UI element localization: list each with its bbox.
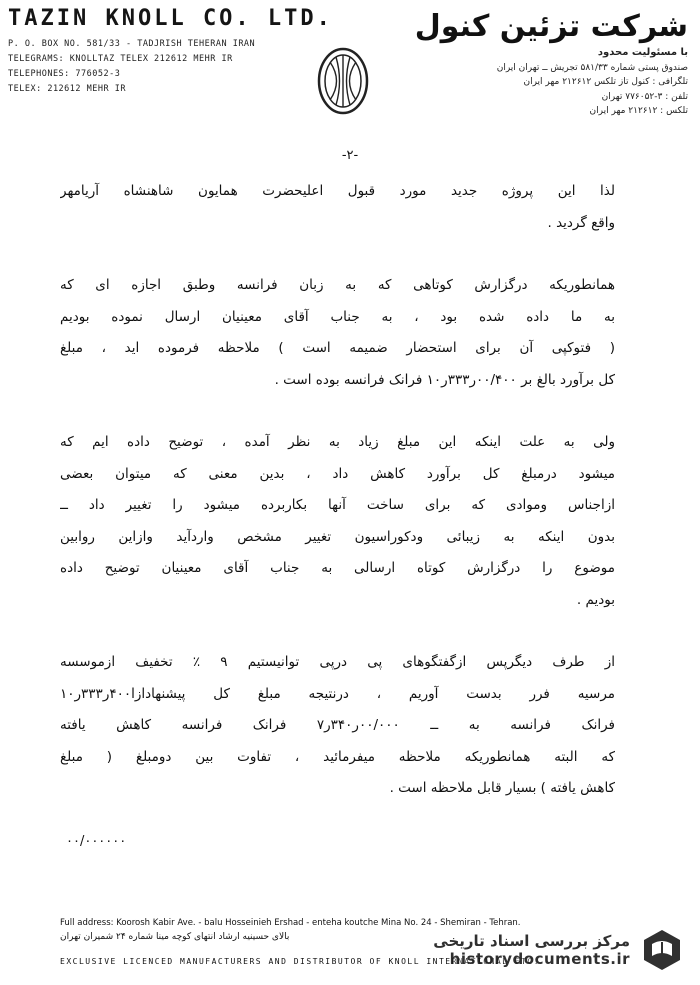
text-line: میشود درمبلغ کل برآورد کاهش داد ، بدین معنی که میتوان بعضی xyxy=(60,465,615,482)
telex-en: TELEX: 212612 MEHR IR xyxy=(8,84,126,94)
po-box-fa: صندوق پستی شماره ۵۸۱/۳۳ تجریش ــ تهران ایران xyxy=(496,62,688,73)
text-line: فرانک فرانسه به ــ ۰۰/۰۰۰ر۳۴۰ر۷ فرانک فرانسه کاهش یافته xyxy=(60,717,615,733)
paragraph xyxy=(60,270,615,396)
text-line: که البته همانطوریکه ملاحظه میفرمائید ، تفاوت بین دومبلغ ( مبلغ xyxy=(60,748,615,765)
text-line: ازاجناس وموادی که برای ساخت آنها بکاربرده میشود را تغییر داد ــ xyxy=(60,497,615,513)
company-name-fa: شرکت تزئین کنول xyxy=(414,9,688,44)
letterhead-persian xyxy=(388,8,688,119)
footer-address-en: Full address: Koorosh Kabir Ave. - balu Hosseinieh Ershad - enteha koutche Mina No. 24 - Shemiran - Tehran. xyxy=(60,918,521,928)
telegrams-en: TELEGRAMS: KNOLLTAZ TELEX 212612 MEHR IR xyxy=(8,54,233,64)
page-number: -۲- xyxy=(341,148,359,163)
text-line: مرسیه فرر بدست آوریم ، درنتیجه مبلغ کل پیشنهادازا۴۰۰ر۳۳۳ر۱۰ xyxy=(60,685,615,702)
footer-address-fa: بالای حسینیه ارشاد انتهای کوچه مینا شماره ۲۴ شمیران تهران xyxy=(60,932,290,942)
paragraph xyxy=(60,647,615,805)
registered-fa: با مسئولیت محدود xyxy=(597,47,688,58)
po-box-en: P. O. BOX NO. 581/33 - TADJRISH TEHERAN IRAN xyxy=(8,39,256,49)
text-line: به ما داده شده بود ، به جناب آقای معینیان ارسال نموده بودیم xyxy=(60,308,615,325)
company-logo-icon xyxy=(316,46,370,116)
telex-fa: تلکس : ۲۱۲۶۱۲ مهر ایران xyxy=(589,106,688,116)
text-line: بدون اینکه به زیبائی ودکوراسیون تغییر مشخص واردآید وازاین روابین xyxy=(60,528,615,545)
letterhead-english xyxy=(8,6,333,97)
telephones-en: TELEPHONES: 776052-3 xyxy=(8,69,121,79)
text-line: ولی به علت اینکه این مبلغ زیاد به نظر آمده ، توضیح داده ایم که xyxy=(60,434,615,450)
footer-exclusive-line: EXCLUSIVE LICENCED MANUFACTURERS AND DISTRIBUTOR OF KNOLL INTERNATIONAL ETC. xyxy=(60,957,541,966)
archive-logo-icon xyxy=(638,926,686,974)
watermark-title: مرکز بررسی اسناد تاریخی xyxy=(433,932,630,950)
company-name-en: TAZIN KNOLL CO. LTD. xyxy=(8,6,333,31)
text-line: کاهش یافته ) بسیار قابل ملاحظه است . xyxy=(389,780,615,796)
text-line: لذا این پروژه جدید مورد قبول اعلیحضرت همایون شاهنشاه آریامهر xyxy=(60,183,615,199)
text-line: بودیم . xyxy=(576,591,615,608)
text-line: همانطوریکه درگزارش کوتاهی که به زبان فرانسه وطبق اجازه ای که xyxy=(60,277,615,293)
watermark xyxy=(396,922,686,978)
watermark-url: historydocuments.ir xyxy=(449,950,630,968)
paragraph xyxy=(60,176,615,239)
paragraph xyxy=(60,427,615,616)
text-line: کل برآورد بالغ بر ۰۰/۴۰۰ر۳۳۳ر۱۰ فرانک فرانسه بوده است . xyxy=(274,371,615,388)
text-line: ( فتوکپی آن برای استحضار ضمیمه است ) ملاحظه فرموده اید ، مبلغ xyxy=(60,340,615,356)
text-line: موضوع را درگزارش کوتاه ارسالی به جناب آقای معینیان توضیح داده xyxy=(60,560,615,576)
text-line: واقع گردید . xyxy=(547,214,615,231)
closing-mark: ۰۰/۰۰۰۰۰۰ xyxy=(66,834,127,849)
telegraph-fa: تلگرافی : کنول تاز تلکس ۲۱۲۶۱۲ مهر ایران xyxy=(523,77,688,87)
letter-body xyxy=(60,176,615,836)
phone-fa: تلفن : ۳-۷۷۶۰۵۲ تهران xyxy=(601,91,688,102)
text-line: از طرف دیگرپس ازگفتگوهای پی درپی توانیستیم ۹ ٪ تخفیف ازموسسه xyxy=(60,654,615,670)
